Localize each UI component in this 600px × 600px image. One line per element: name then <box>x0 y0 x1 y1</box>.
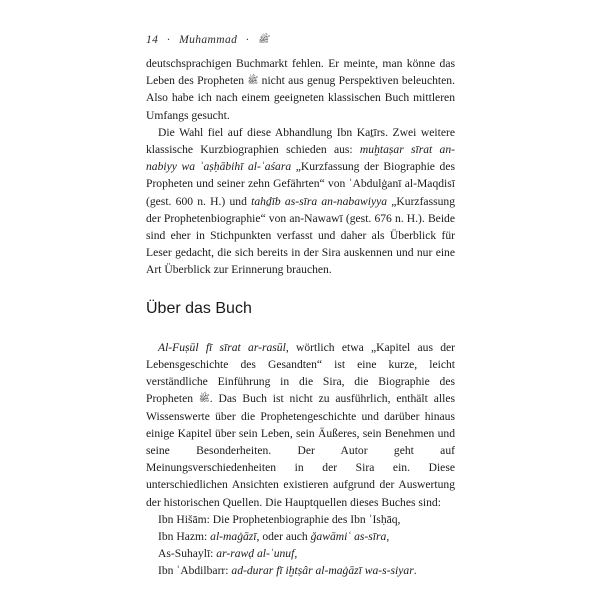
running-header <box>146 33 269 47</box>
book-title-italic: tahḏīb as-sīra an-nabawiyya <box>251 194 388 208</box>
text-run: , <box>386 530 390 544</box>
source-item <box>146 545 455 562</box>
source-item <box>146 562 455 579</box>
text-run: Die Wahl fiel auf diese Abhandlung Ibn Kaṯīrs. Zwei weitere klassische Kurzbiographien schieden aus: <box>146 125 455 157</box>
source-author: As-Suhaylī: <box>158 547 217 561</box>
source-list <box>146 511 455 580</box>
source-work-italic: al-maġāzī <box>210 530 257 544</box>
intro-paragraph-1 <box>146 55 455 124</box>
text-run: . Das Buch ist nicht zu ausführlich, enthält alles Wissenswerte über die Prophetengeschichte und darüber hinaus einige Kapitel über sein Leben, sein Äußeres, sein Benehmen und seine Besonderheiten. Der Autor geht auf Meinungsverschiedenheiten in der Sira ein. Diese unterschiedlichen Ansichten existieren aufgrund der Auswertung der historischen Quellen. Die Hauptquellen dieses Buches sind: <box>146 392 455 509</box>
book-title-italic: muḫtaṣar sīrat an-nabiyy wa ʾaṣḥābihī al-ʿaśara <box>146 143 455 174</box>
honorific-glyph: ﷺ <box>198 393 210 404</box>
body-text <box>146 55 455 580</box>
source-author: Ibn ʿAbdilbarr: <box>158 564 232 578</box>
section-heading: Über das Buch <box>146 299 252 317</box>
text-run: deutschsprachigen Buchmarkt fehlen. Er meinte, man könne das Leben des Propheten <box>146 57 455 88</box>
text-run: nicht aus genug Perspektiven beleuchten. Also habe ich nach einem geeigneten klassischen Buch mittleren Umfangs gesucht. <box>146 74 455 122</box>
header-separator-2: · <box>245 34 250 46</box>
text-run: „Kurzfassung der Prophetenbiographie“ von an-Nawawī (gest. 676 n. H.). Beide sind eher in Stichpunkten verfasst und daher als Überblick für Leser gedacht, die sich bereits in der Sira auskennen und nur eine Art Überblick zur Erinnerung brauchen. <box>146 194 455 277</box>
source-work: , oder auch <box>256 530 311 544</box>
source-work: , <box>294 547 298 561</box>
header-separator: · <box>166 34 171 46</box>
source-work: Die Prophetenbiographie des Ibn ʾIsḥāq, <box>212 512 401 526</box>
header-title: Muhammad <box>179 34 238 46</box>
source-author: Ibn Hišām: <box>158 512 213 526</box>
source-item <box>146 528 455 545</box>
source-work: . <box>413 564 417 578</box>
source-work-italic: ǧawāmiʿ as-sīra <box>310 530 387 544</box>
source-work-italic: ad-durar fī iḫtṣâr al-maġāzī wa-s-siyar <box>231 564 414 578</box>
book-title-italic: Al-Fuṣūl fī sīrat ar-rasūl <box>158 340 286 354</box>
section-paragraph-1 <box>146 339 455 511</box>
text-run: „Kurzfassung der Biographie des Propheten und seiner zehn Gefährten“ von ʾAbdulġanī al-Maqdisī (gest. 600 n. H.) und <box>146 160 455 208</box>
page-number: 14 <box>146 34 159 46</box>
honorific-glyph: ﷺ <box>247 75 259 86</box>
source-work-italic: ar-rawḍ al-ʾunuf <box>216 547 295 561</box>
source-author: Ibn Hazm: <box>158 530 211 544</box>
source-item <box>146 511 455 528</box>
honorific-glyph: ﷺ <box>258 34 269 44</box>
intro-paragraph-2 <box>146 124 455 279</box>
text-run: , wörtlich etwa „Kapitel aus der Lebensgeschichte des Gesandten“ ist eine kurze, leicht verständliche Einführung in die Sira, die Biographie des Propheten <box>146 340 456 406</box>
